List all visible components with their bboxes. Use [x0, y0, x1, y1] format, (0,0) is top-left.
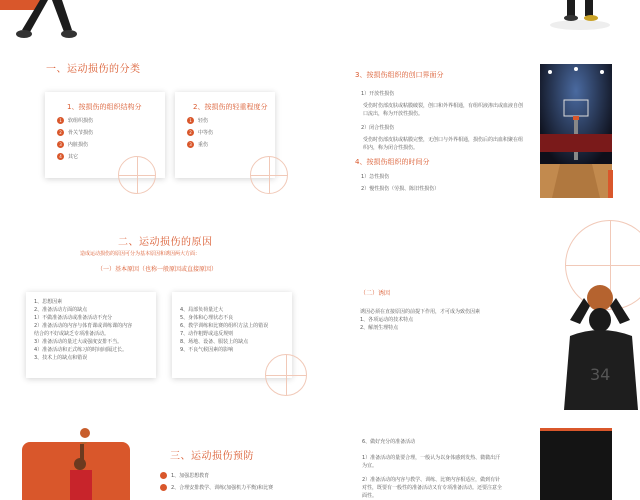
section2-title: 二、运动损伤的原因: [118, 237, 213, 248]
list-item: 结合的不好或缺乏专项准备活动。: [34, 331, 110, 337]
list-item: 3、技术上的缺点和错误: [34, 355, 88, 361]
list-item: 2 骨关节损伤: [57, 129, 165, 136]
list-item: 8、场地、设备、服装上的缺点: [180, 339, 249, 345]
section2-subtitle: 造成运动损伤的原因可分为基本原因和诱因两大方面：: [80, 251, 201, 257]
basketball-arena-illustration: [540, 64, 612, 198]
heading-interface: 3、按损伤组织的创口界面分: [355, 71, 444, 79]
number-badge: 3: [57, 141, 64, 148]
list-item: 7、动作粗野或违反规则: [180, 331, 234, 337]
list-item: 2、合理安排教学、训练(加强机力平衡)和比赛: [160, 484, 273, 491]
list-item: 1 软组织损伤: [57, 117, 165, 124]
list-item: 5、身体和心理状态不良: [180, 315, 234, 321]
list-item: 1、加强思想教育: [160, 472, 273, 479]
player-dribble-image: [22, 442, 130, 500]
warmup-title: 6、做好充分的准备活动: [362, 439, 416, 445]
list-item: 3 内脏损伤: [57, 141, 165, 148]
basketball-icon: [118, 156, 156, 194]
card-title: 2、按损伤的轻重程度分: [193, 103, 268, 111]
list-item: 4）准备活动和正式练习的时间间隔过长。: [34, 347, 128, 353]
basketball-player-illustration: [540, 280, 640, 410]
bullet: [160, 472, 167, 479]
number-badge: 2: [187, 129, 194, 136]
list-item: 3）准备活动的量过大或强度安排不当。: [34, 339, 123, 345]
top-player-image-left: [0, 0, 90, 42]
list-item: 1 轻伤: [187, 117, 275, 124]
warmup-text1: 1）准备活动的量要合理，一般认为以身体感到发热、微微出汗为宜。: [362, 455, 501, 469]
list-item: 2）准备活动的内容与体育课或训练课的内容: [34, 323, 133, 329]
reason2-title: （二）诱因: [360, 290, 391, 297]
reason2-text: 诱因必须在直接原因的前提下作用，才可成为致伤因素: [360, 309, 481, 315]
list-item: 2、准备活动方面的缺点: [34, 307, 88, 313]
closed-injury-text: 受伤时伤部皮肤或粘膜完整，无创口与外界相通，损伤后的出血积聚在组织内，称为闭合性损伤。: [363, 137, 524, 151]
accent-bar: [608, 170, 613, 198]
warmup-block: [362, 438, 502, 500]
open-injury-text: 受伤时伤部皮肤或粘膜破裂，创口和外界相通，有组织液渗出或血液自创口流出，称为开放性损伤。: [363, 103, 524, 117]
list-item: 4 其它: [57, 153, 165, 160]
list-item: 2 中等伤: [187, 129, 275, 136]
section3-title: 三、运动损伤预防: [170, 451, 254, 462]
number-badge: 3: [187, 141, 194, 148]
closed-injury-title: 2）闭合性损伤: [361, 125, 395, 131]
section1-title: 一、运动损伤的分类: [46, 64, 141, 75]
player-shooting-image: [540, 280, 640, 410]
open-injury-title: 1）开放性损伤: [361, 91, 395, 97]
ball-decor-small: [80, 428, 90, 438]
prevention-list: [160, 472, 273, 491]
number-badge: 1: [187, 117, 194, 124]
list-item: 6、教学训练和比赛的组织方法上的错误: [180, 323, 269, 329]
warmup-text2: 2）准备活动的内容与教学、训练、比赛内容相适应，做到有针对性，既要有一般性的准备活动又有专项准备活动。还要注意全面性。: [362, 477, 503, 499]
reason2-block: [360, 290, 510, 332]
list-item: 9、不良气候因素的影响: [180, 347, 234, 353]
dark-photo-image: [540, 428, 612, 500]
bullet: [160, 484, 167, 491]
svg-text:34: 34: [590, 365, 611, 384]
section1-right-text: [355, 70, 525, 193]
number-badge: 1: [57, 117, 64, 124]
section2-subtitle2: （一）基本原因（也称一般原因或直接原因）: [97, 266, 218, 273]
number-badge: 2: [57, 129, 64, 136]
reason-list: [34, 298, 156, 362]
player-feet-illustration: [545, 0, 615, 30]
player-legs-illustration: [0, 0, 90, 42]
acute-injury: 1）急性损伤: [361, 174, 390, 180]
list-item: 1、各项运动的技术特点: [360, 317, 414, 323]
accent-bar: [540, 428, 612, 431]
basketball-player-illustration: [22, 442, 130, 500]
card-title: 1、按损伤的组织结构分: [67, 103, 142, 111]
top-player-image-right: [545, 0, 615, 30]
basketball-icon: [265, 354, 307, 396]
heading-time: 4、按损伤组织的时间分: [355, 158, 430, 166]
list-item: 2、解剖生理特点: [360, 325, 399, 331]
basic-reason-card-left: [26, 292, 156, 378]
list-item: 3 重伤: [187, 141, 275, 148]
chronic-injury: 2）慢性损伤（劳损、陈旧性损伤）: [361, 186, 440, 192]
number-badge: 4: [57, 153, 64, 160]
list-item: 4、局部负荷量过大: [180, 307, 224, 313]
basketball-icon: [250, 156, 288, 194]
reason-list: [180, 306, 292, 354]
list-item: 1）不做准备活动或准备活动不充分: [34, 315, 113, 321]
arena-image: [540, 64, 612, 198]
list-item: 1、思想因素: [34, 299, 63, 305]
